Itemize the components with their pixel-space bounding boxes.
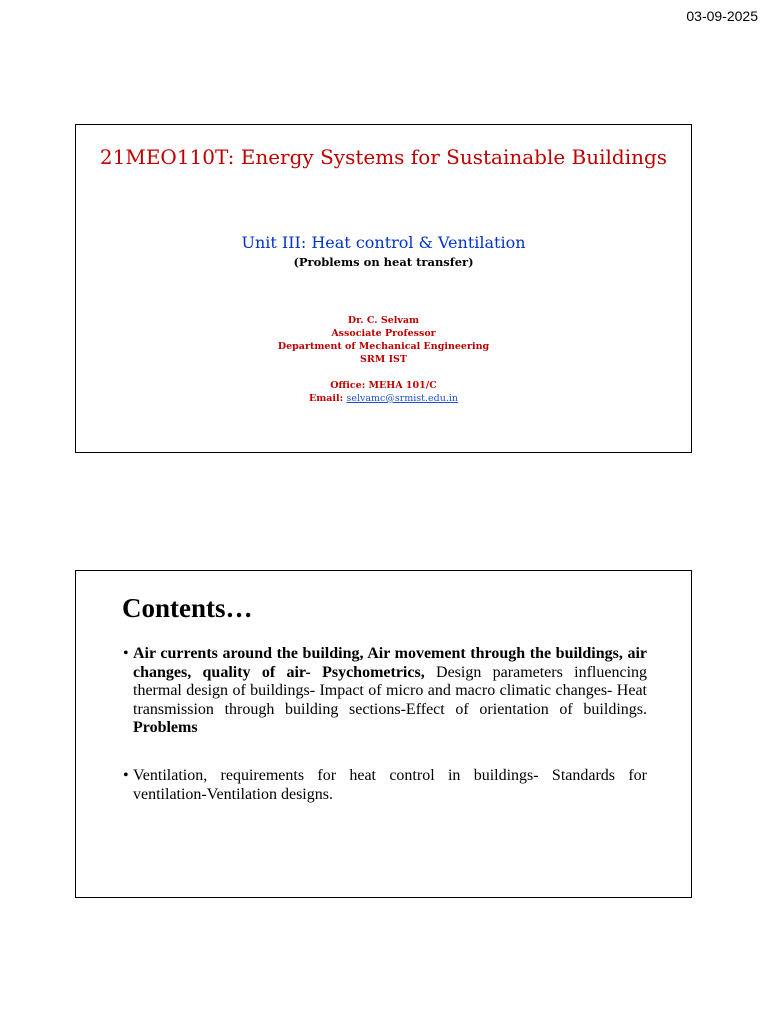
bullet-text: Ventilation, requirements for heat control in buildings- Standards for ventilation-Ventilation designs.	[133, 767, 647, 803]
title-slide	[75, 124, 692, 453]
bullet-text: Air currents around the building, Air movement through the buildings, air changes, quality of air- Psychometrics, Design parameters influencing thermal design of buildings- Impact of micro and macro climatic changes- Heat transmission through building sections-Effect of orientation of buildings. Problems	[133, 645, 648, 736]
bullet-icon: •	[123, 645, 129, 662]
email-line	[76, 392, 691, 405]
bullet-icon: •	[123, 767, 129, 784]
author-department: Department of Mechanical Engineering	[277, 341, 490, 352]
unit-title: Unit III: Heat control & Ventilation	[241, 233, 526, 252]
author-name: Dr. C. Selvam	[347, 315, 420, 326]
email-label: Email:	[308, 393, 344, 404]
email-link[interactable]: selvamc@srmist.edu.in	[346, 393, 459, 404]
list-item	[123, 645, 647, 738]
list-item	[123, 767, 647, 804]
page-date: 03-09-2025	[686, 8, 758, 24]
unit-subtitle: (Problems on heat transfer)	[293, 255, 474, 269]
author-designation: Associate Professor	[331, 328, 436, 339]
contents-heading: Contents…	[122, 593, 253, 623]
author-institute: SRM IST	[360, 354, 407, 365]
course-title: 21MEO110T: Energy Systems for Sustainable Buildings	[99, 145, 668, 169]
contents-slide	[75, 570, 692, 898]
office-info: Office: MEHA 101/C	[330, 380, 437, 391]
author-block	[76, 314, 691, 405]
